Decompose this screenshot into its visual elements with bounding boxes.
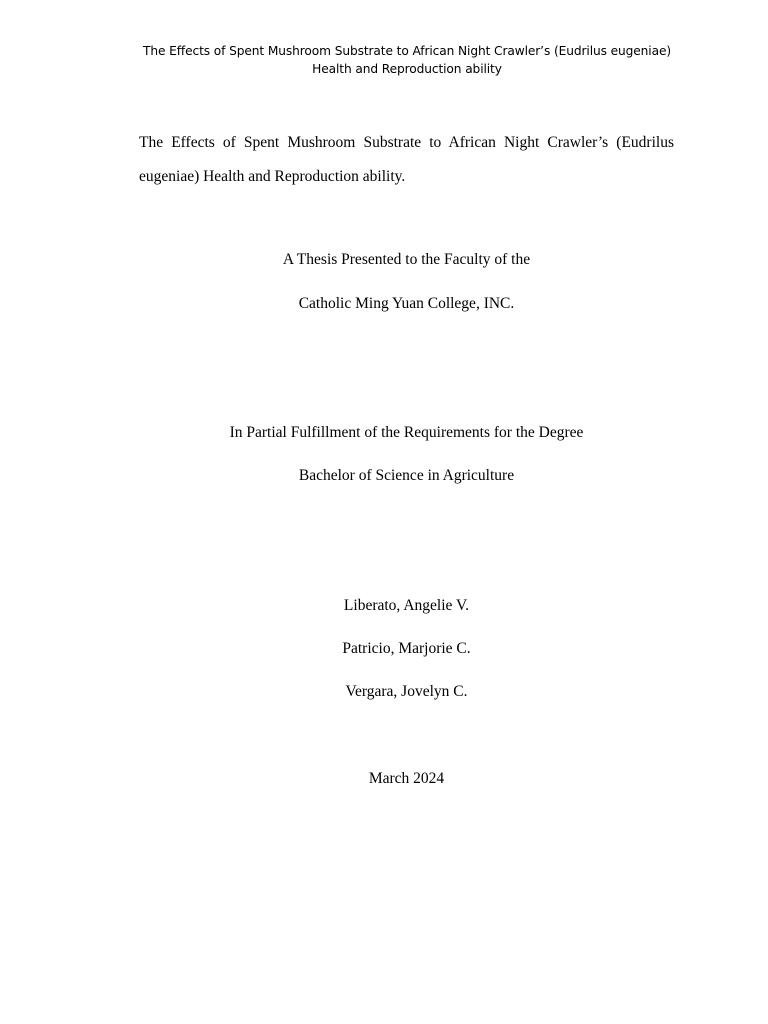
degree-name: Bachelor of Science in Agriculture	[298, 467, 515, 484]
running-header-line-2: Health and Reproduction ability	[312, 61, 502, 76]
presentation-line-faculty: A Thesis Presented to the Faculty of the	[282, 251, 531, 268]
presentation-line-college: Catholic Ming Yuan College, INC.	[298, 295, 515, 312]
fulfillment-line: In Partial Fulfillment of the Requirements for the Degree	[229, 424, 584, 441]
author-name: Liberato, Angelie V.	[343, 597, 470, 614]
thesis-title: The Effects of Spent Mushroom Substrate to African Night Crawler’s (Eudrilus eugeniae) Health and Reproduction ability.	[139, 134, 674, 185]
running-header	[100, 43, 714, 78]
author-name: Vergara, Jovelyn C.	[345, 683, 468, 700]
author-name: Patricio, Marjorie C.	[342, 640, 471, 657]
submission-date: March 2024	[368, 770, 445, 787]
running-header-line-1: The Effects of Spent Mushroom Substrate to African Night Crawler’s (Eudrilus eugeniae)	[142, 44, 672, 58]
